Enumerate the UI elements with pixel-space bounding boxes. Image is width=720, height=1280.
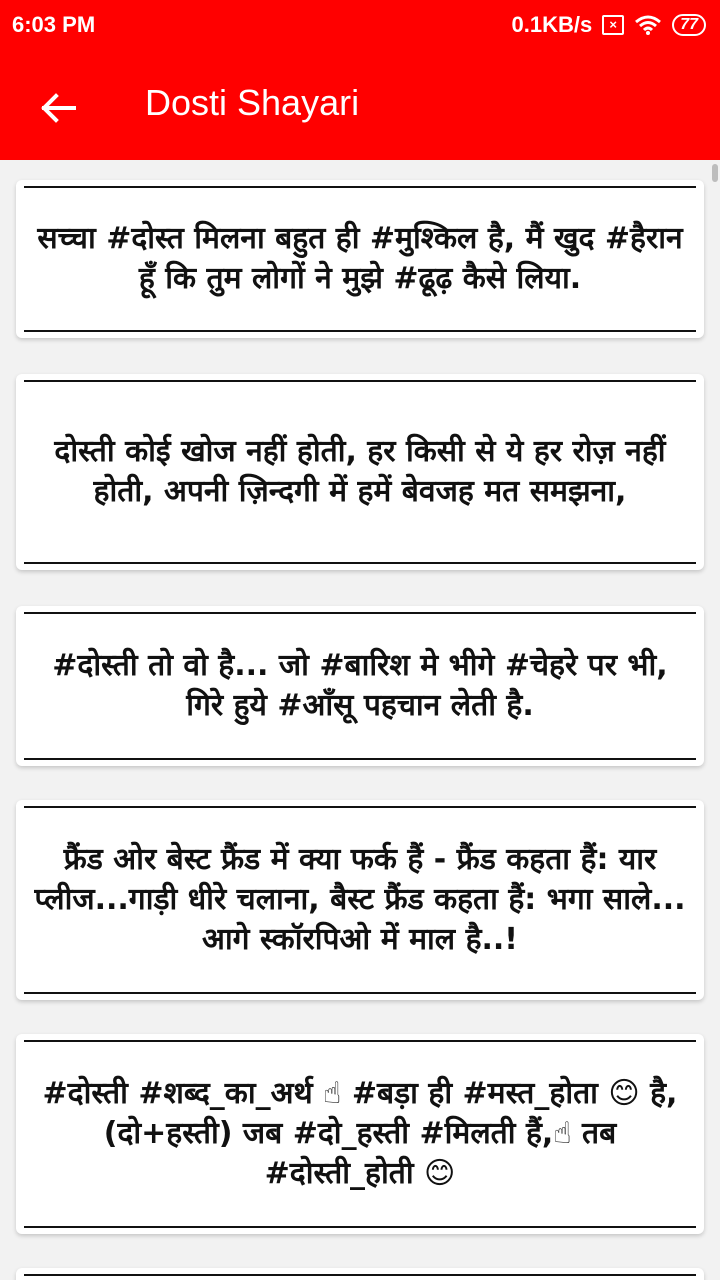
divider [24, 992, 696, 994]
shayari-card[interactable] [16, 800, 704, 1000]
shayari-card[interactable] [16, 1034, 704, 1234]
divider [24, 330, 696, 332]
shayari-text: #दोस्ती तो वो है... जो #बारिश मे भीगे #चेहरे पर भी, गिरे हुये #आँसू पहचान लेती है. [52, 648, 668, 723]
status-right [511, 12, 706, 38]
page-title: Dosti Shayari [145, 82, 360, 123]
shayari-card[interactable] [16, 606, 704, 766]
shayari-card[interactable] [16, 1268, 704, 1280]
shayari-card[interactable] [16, 180, 704, 338]
wifi-icon [634, 14, 662, 36]
toolbar [0, 52, 720, 160]
shayari-text: सच्चा #दोस्त मिलना बहुत ही #मुश्किल है, मैं खुद #हैरान हूँ कि तुम लोगों ने मुझे #ढूढ़ कैसे लिया. [37, 221, 683, 296]
divider [24, 562, 696, 564]
divider [24, 758, 696, 760]
status-time: 6:03 PM [12, 12, 96, 37]
arrow-left-icon[interactable] [38, 88, 78, 128]
divider [24, 1226, 696, 1228]
status-bar [0, 0, 720, 52]
divider [24, 1274, 696, 1276]
shayari-list[interactable] [0, 160, 720, 1280]
shayari-text: फ्रैंड ओर बेस्ट फ्रैंड में क्या फर्क हैं - फ्रैंड कहता हैं: यार प्लीज...गाड़ी धीरे चलाना, बैस्ट फ्रैंड कहता हैं: भगा साले... आगे स्कॉरपिओ में माल है..! [34, 842, 686, 957]
no-sim-icon: × [602, 15, 624, 35]
shayari-text: दोस्ती कोई खोज नहीं होती, हर किसी से ये हर रोज़ नहीं होती, अपनी ज़िन्दगी में हमें बेवजह मत समझना, [54, 434, 666, 509]
shayari-text: #दोस्ती #शब्द_का_अर्थ ☝ #बड़ा ही #मस्त_होता 😊 है, (दो+हस्ती) जब #दो_हस्ती #मिलती हैं,☝ तब #दोस्ती_होती 😊 [42, 1076, 678, 1191]
network-speed: 0.1KB/s [511, 12, 593, 37]
app-bar [0, 0, 720, 160]
shayari-card[interactable] [16, 374, 704, 570]
battery-indicator: 77 [672, 14, 706, 36]
